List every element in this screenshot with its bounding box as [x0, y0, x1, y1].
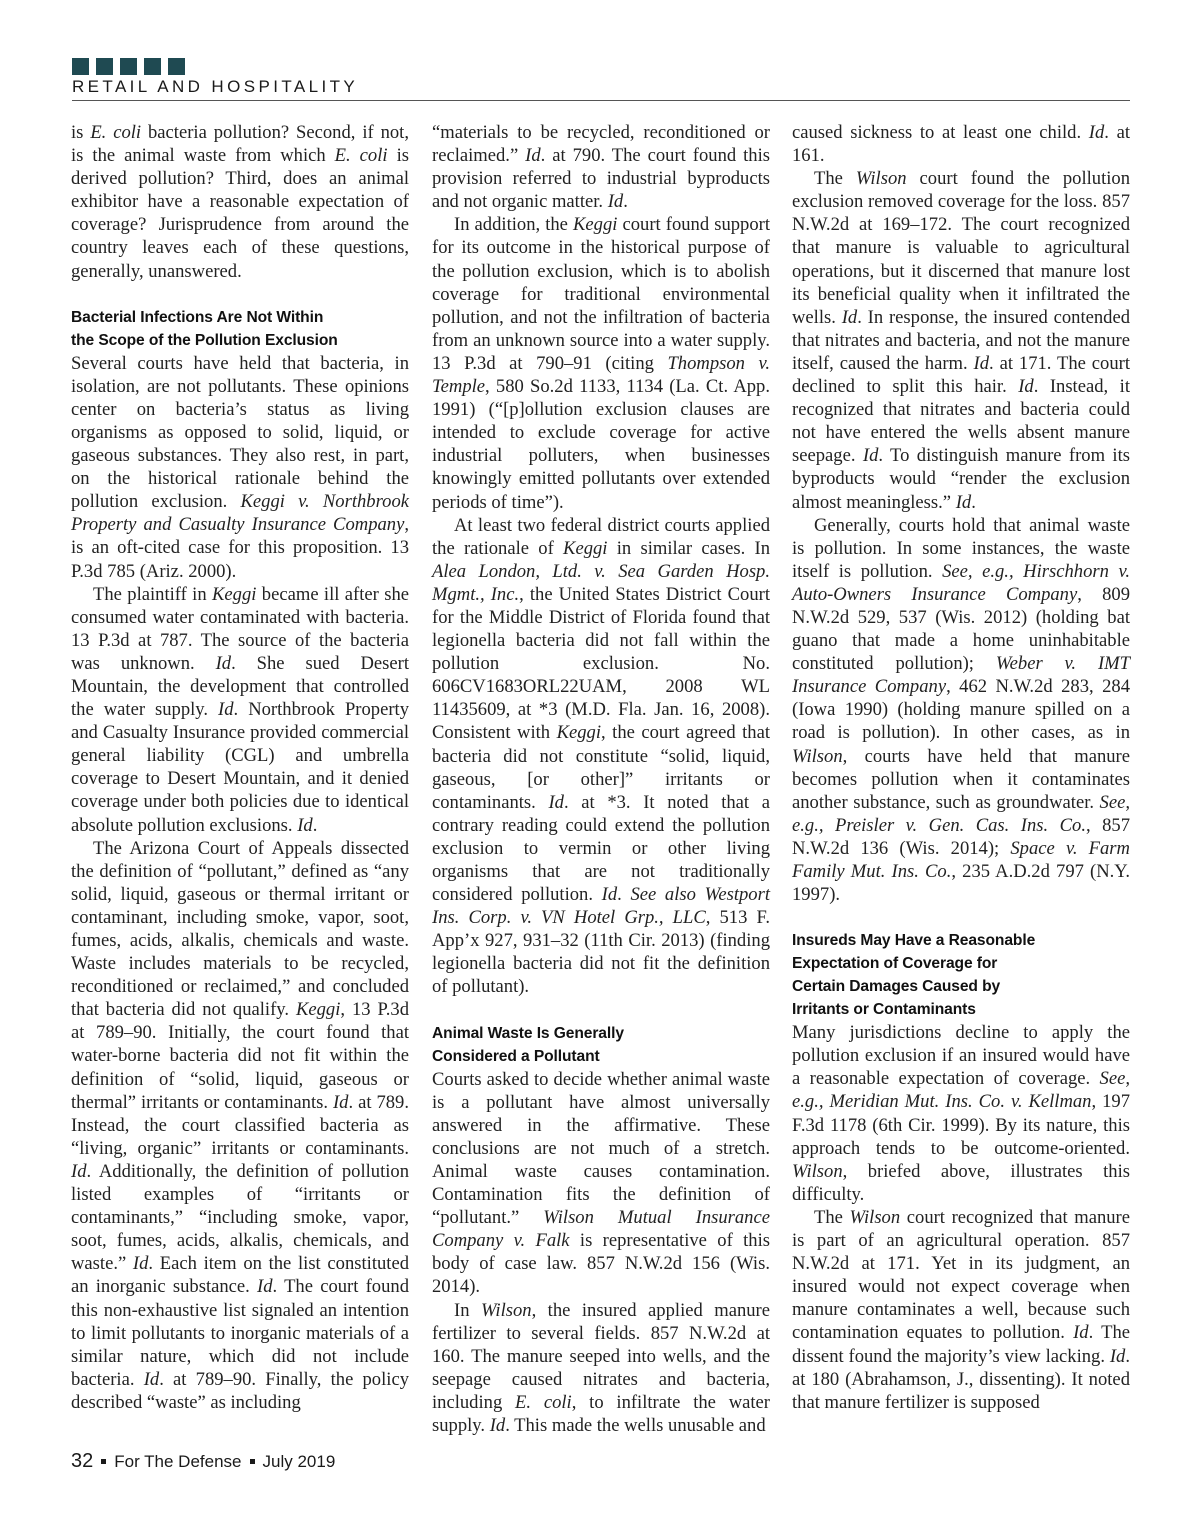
header-divider	[72, 100, 1130, 101]
body-paragraph: Several courts have held that bacteria, in isolation, are not pollutants. These opinions center on bacteria’s status as living organisms as opposed to solid, liquid, or gaseous substances. They also rest, in part, on the historical rationale behind the pollution exclusion. Keggi v. Northbrook Property and Casualty Insurance Company, is an oft-cited case for this proposition. 13 P.3d 785 (Ariz. 2000).	[71, 352, 409, 582]
marker-square	[96, 58, 113, 75]
paragraph-spacer	[792, 906, 1130, 929]
marker-square	[168, 58, 185, 75]
footer-bullet	[250, 1459, 255, 1464]
body-paragraph: The Wilson court found the pollution exclusion removed coverage for the loss. 857 N.W.2d at 169–172. The court recognized that manure is valuable to agricultural operations, but it discerned that manure lost its beneficial quality when it infiltrated the wells. Id. In response, the insured contended that nitrates and bacteria, and not the manure itself, caused the harm. Id. at 171. The court declined to split this hair. Id. Instead, it recognized that nitrates and bacteria could not have entered the wells absent manure seepage. Id. To distinguish manure from its byproducts would “render the exclusion almost meaningless.” Id.	[792, 168, 1131, 513]
body-paragraph: The plaintiff in Keggi became ill after she consumed water contaminated with bacteria. 13 P.3d at 787. The source of the bacteria was unknown. Id. She sued Desert Mountain, the development that controlled the water supply. Id. Northbrook Property and Casualty Insurance provided commercial general liability (CGL) and umbrella coverage to Desert Mountain, and it denied coverage under both policies due to identical absolute pollution exclusions. Id.	[71, 583, 409, 836]
body-paragraph: In Wilson, the insured applied manure fertilizer to several fields. 857 N.W.2d at 160. The manure seeped into wells, and the seepage caused nitrates and bacteria, including E. coli, to infiltrate the water supply. Id. This made the wells unusable and	[432, 1299, 770, 1436]
article-column-2	[432, 121, 770, 1437]
body-paragraph: In addition, the Keggi court found support for its outcome in the historical purpose of the pollution exclusion, which is to abolish coverage for traditional environmental pollution, and not the infiltration of bacteria from an unknown source into a water supply. 13 P.3d at 790–91 (citing Thompson v. Temple, 580 So.2d 1133, 1134 (La. Ct. App. 1991) (“[p]ollution exclusion clauses are intended to exclude coverage for active industrial polluters, when businesses knowingly emitted pollutants over extended periods of time”).	[432, 214, 770, 513]
body-paragraph: is E. coli bacteria pollution? Second, if not, is the animal waste from which E. coli is derived pollution? Third, does an animal exhibitor have a reasonable expectation of coverage? Jurisprudence from around the country leaves each of these questions, generally, unanswered.	[71, 122, 409, 282]
section-heading: Animal Waste Is Generally Considered a Pollutant	[432, 1024, 624, 1065]
article-column-3	[792, 121, 1130, 1414]
section-heading: Insureds May Have a Reasonable Expectation of Coverage for Certain Damages Caused by Irritants or Contaminants	[792, 932, 1036, 1019]
marker-square	[144, 58, 161, 75]
page-number: 32	[71, 1450, 94, 1472]
body-paragraph: Generally, courts hold that animal waste is pollution. In some instances, the waste itself is pollution. See, e.g., Hirschhorn v. Auto-Owners Insurance Company, 809 N.W.2d 529, 537 (Wis. 2012) (holding bat guano that made a home uninhabitable constituted pollution); Weber v. IMT Insurance Company, 462 N.W.2d 283, 284 (Iowa 1990) (holding manure spilled on a road is pollution). In other cases, as in Wilson, courts have held that manure becomes pollution when it contaminates another substance, such as groundwater. See, e.g., Preisler v. Gen. Cas. Ins. Co., 857 N.W.2d 136 (Wis. 2014); Space v. Farm Family Mut. Ins. Co., 235 A.D.2d 797 (N.Y. 1997).	[792, 514, 1131, 906]
paragraph-spacer	[432, 999, 770, 1022]
body-paragraph: “materials to be recycled, reconditioned or reclaimed.” Id. at 790. The court found this provision referred to industrial byproducts and not organic matter. Id.	[432, 122, 770, 213]
body-paragraph: Courts asked to decide whether animal waste is a pollutant have almost universally answered in the affirmative. These conclusions are not much of a stretch. Animal waste causes contamination. Contamination fits the definition of “pollutant.” Wilson Mutual Insurance Company v. Falk is representative of this body of case law. 857 N.W.2d 156 (Wis. 2014).	[432, 1068, 770, 1298]
article-column-1	[71, 121, 409, 1414]
page-footer	[71, 1450, 335, 1473]
body-paragraph: caused sickness to at least one child. Id. at 161.	[792, 122, 1131, 167]
body-paragraph: The Wilson court recognized that manure is part of an agricultural operation. 857 N.W.2d at 171. Yet in its judgment, an insured would not expect coverage when manure contaminates a well, because such contamination equates to pollution. Id. The dissent found the majority’s view lacking. Id. at 180 (Abrahamson, J., dissenting). It noted that manure fertilizer is supposed	[792, 1206, 1130, 1413]
publication-name: For The Defense	[114, 1451, 242, 1471]
section-title: RETAIL AND HOSPITALITY	[72, 77, 359, 96]
footer-bullet	[101, 1459, 106, 1464]
paragraph-spacer	[71, 283, 409, 306]
body-paragraph: At least two federal district courts applied the rationale of Keggi in similar cases. In Alea London, Ltd. v. Sea Garden Hosp. Mgmt., Inc., the United States District Court for the Middle District of Florida found that legionella bacteria did not fall within the pollution exclusion. No. 606CV1683ORL22UAM, 2008 WL 11435609, at *3 (M.D. Fla. Jan. 16, 2008). Consistent with Keggi, the court agreed that bacteria did not constitute “solid, liquid, gaseous, [or other]” irritants or contaminants. Id. at *3. It noted that a contrary reading could extend the pollution exclusion to vermin or other living organisms that are not traditionally considered pollution. Id. See also Westport Ins. Corp. v. VN Hotel Grp., LLC, 513 F. App’x 927, 931–32 (11th Cir. 2013) (finding legionella bacteria did not fit the definition of pollutant).	[432, 514, 771, 998]
section-marker	[72, 58, 185, 75]
issue-date: July 2019	[262, 1451, 336, 1471]
body-paragraph: Many jurisdictions decline to apply the pollution exclusion if an insured would have a reasonable expectation of coverage. See, e.g., Meridian Mut. Ins. Co. v. Kellman, 197 F.3d 1178 (6th Cir. 1999). By its nature, this approach tends to be outcome-oriented. Wilson, briefed above, illustrates this difficulty.	[792, 1022, 1131, 1205]
body-paragraph: The Arizona Court of Appeals dissected the definition of “pollutant,” defined as “any solid, liquid, gaseous or thermal irritant or contaminant, including smoke, vapor, soot, fumes, acids, alkalis, chemicals and waste. Waste includes materials to be recycled, reconditioned or reclaimed,” and concluded that bacteria did not qualify. Keggi, 13 P.3d at 789–90. Initially, the court found that water-borne bacteria did not fit within the definition of “solid, liquid, gaseous or thermal” irritants or contaminants. Id. at 789. Instead, the court classified bacteria as “living, organic” irritants or contaminants. Id. Additionally, the definition of pollution listed examples of “irritants or contaminants,” “including smoke, vapor, soot, fumes, acids, alkalis, chemicals, and waste.” Id. Each item on the list constituted an inorganic substance. Id. The court found this non-exhaustive list signaled an intention to limit pollutants to inorganic materials of a similar nature, which did not include bacteria. Id. at 789–90. Finally, the policy described “waste” as including	[71, 837, 410, 1413]
marker-square	[72, 58, 89, 75]
marker-square	[120, 58, 137, 75]
section-heading: Bacterial Infections Are Not Within the Scope of the Pollution Exclusion	[71, 308, 338, 349]
